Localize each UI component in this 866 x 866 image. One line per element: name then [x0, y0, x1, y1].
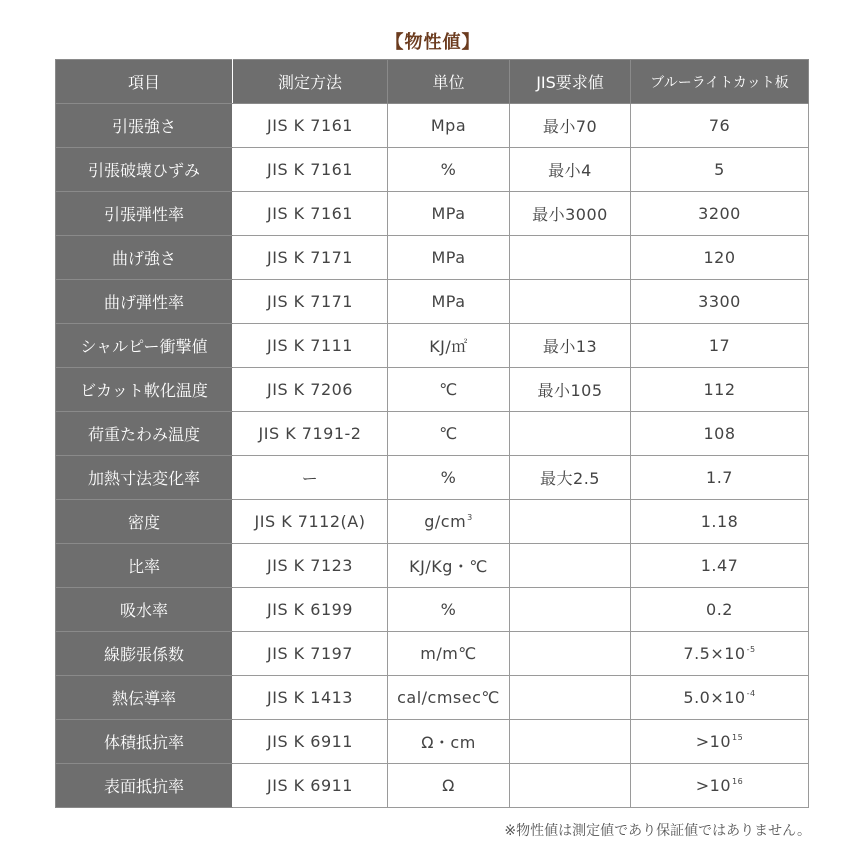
property-table [55, 59, 809, 808]
row-item-label: ビカット軟化温度 [56, 368, 233, 412]
table-row [56, 632, 809, 676]
cell-value [631, 368, 809, 412]
cell-value-text: 1.47 [700, 556, 739, 575]
row-item-label: 比率 [56, 544, 233, 588]
cell-jis-requirement [510, 764, 631, 808]
cell-method: JIS K 7191-2 [233, 412, 388, 456]
cell-unit [388, 192, 510, 236]
cell-unit-text: KJ/Kg・℃ [409, 557, 488, 576]
cell-value [631, 588, 809, 632]
cell-jis-requirement [510, 544, 631, 588]
table-row [56, 368, 809, 412]
cell-jis-requirement [510, 720, 631, 764]
cell-value-superscript: 15 [732, 733, 744, 742]
cell-unit-text: m/m℃ [420, 644, 477, 663]
cell-value-text: 112 [703, 380, 736, 399]
cell-unit [388, 456, 510, 500]
cell-value [631, 236, 809, 280]
cell-value-text: 76 [708, 116, 731, 135]
cell-unit [388, 676, 510, 720]
cell-unit [388, 148, 510, 192]
header-value: ブルーライトカット板 [631, 60, 809, 104]
cell-unit [388, 500, 510, 544]
cell-method: JIS K 7161 [233, 192, 388, 236]
table-row [56, 236, 809, 280]
table-row [56, 104, 809, 148]
row-item-label: 加熱寸法変化率 [56, 456, 233, 500]
table-row [56, 544, 809, 588]
row-item-label: 表面抵抗率 [56, 764, 233, 808]
header-method: 測定方法 [233, 60, 388, 104]
cell-unit-text: cal/cmsec℃ [397, 688, 500, 707]
cell-method: JIS K 6199 [233, 588, 388, 632]
cell-value [631, 324, 809, 368]
cell-unit-text: % [440, 160, 457, 179]
cell-method: JIS K 6911 [233, 764, 388, 808]
row-item-label: 熱伝導率 [56, 676, 233, 720]
cell-unit [388, 104, 510, 148]
cell-value [631, 500, 809, 544]
row-item-label: 吸水率 [56, 588, 233, 632]
cell-value-text: 1.18 [700, 512, 739, 531]
cell-jis-requirement: 最小70 [510, 104, 631, 148]
cell-value-superscript: -4 [746, 689, 756, 698]
table-row [56, 148, 809, 192]
cell-value-text: 120 [703, 248, 736, 267]
cell-value-text: 3200 [698, 204, 741, 223]
table-row [56, 192, 809, 236]
table-row [56, 500, 809, 544]
cell-method: JIS K 1413 [233, 676, 388, 720]
cell-method: JIS K 7171 [233, 236, 388, 280]
header-unit: 単位 [388, 60, 510, 104]
cell-value [631, 764, 809, 808]
cell-value-text: 0.2 [706, 600, 733, 619]
cell-method: JIS K 7112(A) [233, 500, 388, 544]
cell-value-superscript: -5 [746, 645, 756, 654]
cell-unit-text: g/cm [424, 512, 467, 531]
cell-value [631, 104, 809, 148]
cell-unit-text: Mpa [430, 116, 467, 135]
cell-value-text: 108 [703, 424, 736, 443]
cell-unit [388, 236, 510, 280]
cell-jis-requirement: 最大2.5 [510, 456, 631, 500]
cell-jis-requirement [510, 588, 631, 632]
cell-method: JIS K 6911 [233, 720, 388, 764]
cell-unit [388, 720, 510, 764]
cell-value-text: >10 [695, 776, 732, 795]
row-item-label: 曲げ弾性率 [56, 280, 233, 324]
row-item-label: 曲げ強さ [56, 236, 233, 280]
table-row [56, 588, 809, 632]
row-item-label: 引張強さ [56, 104, 233, 148]
cell-unit-superscript: 3 [467, 513, 473, 522]
cell-method: JIS K 7206 [233, 368, 388, 412]
table-row [56, 456, 809, 500]
cell-unit-text: KJ/㎡ [429, 337, 468, 356]
cell-unit-text: ℃ [439, 380, 458, 399]
cell-jis-requirement [510, 280, 631, 324]
cell-value-text: 17 [708, 336, 731, 355]
cell-value [631, 720, 809, 764]
cell-method: JIS K 7111 [233, 324, 388, 368]
cell-jis-requirement [510, 412, 631, 456]
row-item-label: 引張破壊ひずみ [56, 148, 233, 192]
table-title: 【物性値】 [385, 32, 481, 53]
cell-value [631, 632, 809, 676]
cell-value-text: 7.5×10 [683, 644, 746, 663]
header-row [56, 60, 809, 104]
footnote: ※物性値は測定値であり保証値ではありません。 [504, 823, 811, 839]
cell-unit [388, 632, 510, 676]
cell-unit [388, 324, 510, 368]
table-row [56, 764, 809, 808]
cell-method: JIS K 7197 [233, 632, 388, 676]
row-item-label: 体積抵抗率 [56, 720, 233, 764]
cell-unit [388, 544, 510, 588]
cell-jis-requirement: 最小4 [510, 148, 631, 192]
cell-unit-text: MPa [431, 292, 466, 311]
cell-value-text: 1.7 [706, 468, 733, 487]
cell-value-text: >10 [695, 732, 732, 751]
cell-method: ー [233, 456, 388, 500]
cell-value [631, 676, 809, 720]
cell-jis-requirement [510, 676, 631, 720]
row-item-label: 引張弾性率 [56, 192, 233, 236]
cell-unit [388, 412, 510, 456]
cell-value [631, 192, 809, 236]
cell-value [631, 148, 809, 192]
cell-jis-requirement: 最小13 [510, 324, 631, 368]
cell-method: JIS K 7161 [233, 104, 388, 148]
cell-value-text: 5 [714, 160, 725, 179]
cell-value-superscript: 16 [732, 777, 744, 786]
cell-jis-requirement [510, 632, 631, 676]
table-row [56, 676, 809, 720]
cell-method: JIS K 7171 [233, 280, 388, 324]
header-item: 項目 [56, 60, 233, 104]
cell-unit-text: MPa [431, 204, 466, 223]
cell-unit-text: Ω・cm [421, 733, 476, 752]
row-item-label: シャルピー衝撃値 [56, 324, 233, 368]
cell-value-text: 3300 [698, 292, 741, 311]
row-item-label: 線膨張係数 [56, 632, 233, 676]
cell-jis-requirement: 最小105 [510, 368, 631, 412]
table-row [56, 280, 809, 324]
cell-unit [388, 588, 510, 632]
cell-value [631, 544, 809, 588]
table-row [56, 324, 809, 368]
cell-jis-requirement [510, 500, 631, 544]
table-row [56, 720, 809, 764]
cell-value [631, 456, 809, 500]
cell-unit-text: % [440, 468, 457, 487]
cell-jis-requirement [510, 236, 631, 280]
cell-unit [388, 280, 510, 324]
header-jis: JIS要求値 [510, 60, 631, 104]
cell-method: JIS K 7123 [233, 544, 388, 588]
cell-unit-text: % [440, 600, 457, 619]
table-row [56, 412, 809, 456]
cell-method: JIS K 7161 [233, 148, 388, 192]
cell-unit-text: MPa [431, 248, 466, 267]
cell-unit [388, 368, 510, 412]
cell-value-text: 5.0×10 [683, 688, 746, 707]
cell-value [631, 280, 809, 324]
cell-value [631, 412, 809, 456]
table-body [56, 104, 809, 808]
row-item-label: 密度 [56, 500, 233, 544]
cell-unit-text: ℃ [439, 424, 458, 443]
cell-jis-requirement: 最小3000 [510, 192, 631, 236]
cell-unit [388, 764, 510, 808]
cell-unit-text: Ω [442, 776, 455, 795]
row-item-label: 荷重たわみ温度 [56, 412, 233, 456]
